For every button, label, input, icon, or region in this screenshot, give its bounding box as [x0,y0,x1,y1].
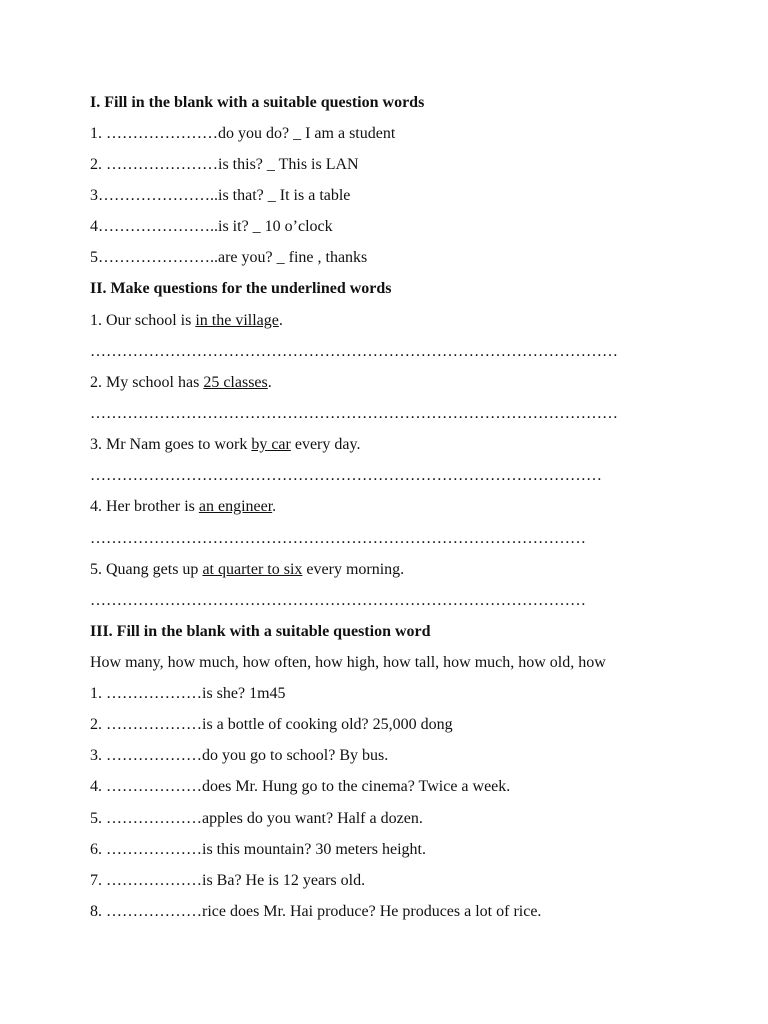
section-1-heading: I. Fill in the blank with a suitable question words [90,94,425,111]
item-text: 1. Our school is [90,312,196,329]
item-text-end: . [267,374,272,391]
answer-line-4: ………………………………………………………………………………… [90,530,586,547]
section-2-heading: II. Make questions for the underlined words [90,280,392,297]
answer-line-1: ……………………………………………………………………………………… [90,343,618,360]
item-text: 2. My school has [90,374,204,391]
answer-line-2: ……………………………………………………………………………………… [90,405,618,422]
section-3-heading: III. Fill in the blank with a suitable question word [90,623,431,640]
underlined-phrase: by car [251,436,291,453]
word-bank: How many, how much, how often, how high, how tall, how much, how old, how [90,654,606,671]
underlined-phrase: at quarter to six [202,561,303,578]
underlined-phrase: in the village [195,312,279,329]
section-2-item-4 [90,497,276,517]
section-3-item-4: 4. ………………does Mr. Hung go to the cinema? Twice a week. [90,778,511,795]
item-text: 3. Mr Nam goes to work [90,436,252,453]
answer-line-5: ………………………………………………………………………………… [90,592,586,609]
section-3-item-7: 7. ………………is Ba? He is 12 years old. [90,872,366,889]
underlined-phrase: an engineer [198,498,273,515]
section-1-item-4: 4…………………..is it? _ 10 o’clock [90,218,333,235]
section-3-item-2: 2. ………………is a bottle of cooking old? 25,000 dong [90,716,453,733]
section-2-item-1 [90,311,283,331]
section-3-item-5: 5. ………………apples do you want? Half a dozen. [90,810,423,827]
answer-line-3: …………………………………………………………………………………… [90,467,602,484]
section-3-item-6: 6. ………………is this mountain? 30 meters height. [90,841,426,858]
section-3-item-1: 1. ………………is she? 1m45 [90,685,286,702]
item-text-end: every morning. [302,561,405,578]
item-text-end: . [272,498,277,515]
section-1-item-5: 5…………………..are you? _ fine , thanks [90,249,368,266]
item-text: 5. Quang gets up [90,561,203,578]
section-1-item-2: 2. …………………is this? _ This is LAN [90,156,359,173]
section-2-item-5 [90,560,404,580]
section-3-item-8: 8. ………………rice does Mr. Hai produce? He produces a lot of rice. [90,903,542,920]
underlined-phrase: 25 classes [203,374,268,391]
section-2-item-3 [90,435,360,455]
section-1-item-3: 3…………………..is that? _ It is a table [90,187,351,204]
section-1-item-1: 1. …………………do you do? _ I am a student [90,125,396,142]
item-text: 4. Her brother is [90,498,199,515]
section-2-item-2 [90,373,272,393]
section-3-item-3: 3. ………………do you go to school? By bus. [90,747,389,764]
item-text-end: every day. [290,436,361,453]
item-text-end: . [278,312,283,329]
